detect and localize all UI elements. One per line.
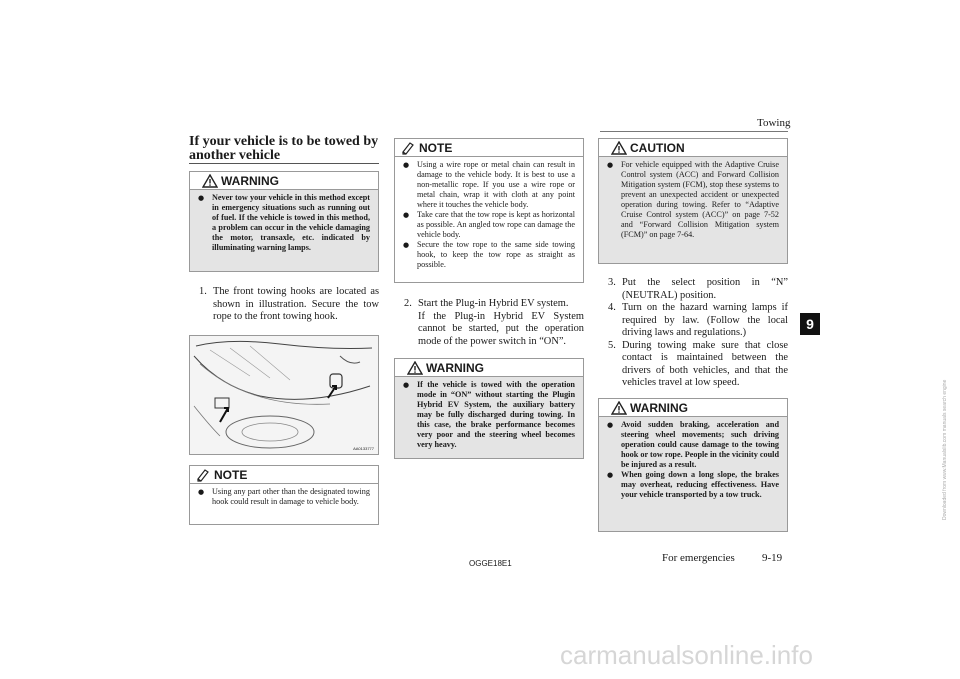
bullet-icon: ● <box>607 161 614 169</box>
header-title: Towing <box>757 117 791 129</box>
bullet-icon: ● <box>403 211 410 219</box>
note-box-1 <box>189 465 379 525</box>
caution-box <box>598 138 788 264</box>
warning-label: WARNING <box>426 360 484 375</box>
list-item: ● Using any part other than the designated towing hook could result in damage to vehicle body. <box>198 487 370 506</box>
list-item: ● Avoid sudden braking, acceleration and steering wheel movements; such driving operation could cause damage to the towing hook or tow rope. People in the vicinity could be injured as a result. <box>607 420 779 469</box>
bullet-icon: ● <box>198 488 205 496</box>
warning-box-3 <box>598 398 788 532</box>
caution-label: CAUTION <box>630 140 685 155</box>
footer-section: For emergencies <box>662 552 735 564</box>
list-item: ● When going down a long slope, the brakes may overheat, reducing effectiveness. Have your vehicle transported by a tow truck. <box>607 470 779 499</box>
step-1: 1. The front towing hooks are located as shown in illustration. Secure the tow rope to the front towing hook. <box>199 286 379 322</box>
warning-label: WARNING <box>630 400 688 415</box>
footer-page-number: 9-19 <box>762 552 783 564</box>
warning-triangle-icon <box>407 361 423 375</box>
step-3: 3. Put the select position in “N” (NEUTRAL) position. <box>608 277 788 301</box>
footer-code: OGGE18E1 <box>469 559 512 568</box>
vehicle-underbody-drawing <box>190 336 378 454</box>
watermark-text: carmanualsonline.info <box>560 640 813 670</box>
arrow-left <box>220 408 228 422</box>
bullet-icon: ● <box>403 161 410 169</box>
pencil-note-icon <box>401 141 415 155</box>
warning-triangle-icon <box>611 401 627 415</box>
warning-label: WARNING <box>221 173 279 188</box>
note-header <box>190 466 378 484</box>
side-download-mark: Downloaded from www.Manualslib.com manuals search engine <box>942 379 948 520</box>
list-item: ● For vehicle equipped with the Adaptive Cruise Control system (ACC) and Forward Collision Mitigation system (FCM), stop these systems to prevent an unexpected accident or unexpected operation during towing. Refer to “Adaptive Cruise Control system (ACC)” on page 7-52 and “Forward Collision Mitigation system (FCM)” on page 7-64. <box>607 160 779 239</box>
section-title-rule <box>189 163 379 164</box>
warning-header <box>395 359 583 377</box>
pencil-note-icon <box>196 468 210 482</box>
warning-box-1 <box>189 171 379 272</box>
warning-header <box>599 399 787 417</box>
section-title: If your vehicle is to be towed by another vehicle <box>189 134 379 163</box>
steps-3-5 <box>608 277 788 390</box>
warning-triangle-icon <box>202 174 218 188</box>
bullet-icon: ● <box>198 194 205 202</box>
header-rule <box>600 131 788 132</box>
bullet-icon: ● <box>403 241 410 249</box>
note-box-2 <box>394 138 584 283</box>
bullet-icon: ● <box>607 471 614 479</box>
step-5: 5. During towing make sure that close contact is maintained between the drivers of both vehicles, and that the vehicles travel at low speed. <box>608 339 788 388</box>
chapter-tab[interactable]: 9 <box>800 313 820 335</box>
list-item: ● Take care that the tow rope is kept as horizontal as possible. An angled tow rope can damage the vehicle body. <box>403 210 575 239</box>
note-label: NOTE <box>214 467 248 482</box>
list-item: ● If the vehicle is towed with the operation mode in “ON” without starting the Plugin Hybrid EV System, the auxiliary battery may be fully discharged during towing. In this case, the brake performance becomes very poor and the steering wheel becomes very heavy. <box>403 380 575 449</box>
caution-triangle-icon <box>611 141 627 155</box>
step-4: 4. Turn on the hazard warning lamps if required by law. (Follow the local driving laws and regulations.) <box>608 302 788 338</box>
towing-hook-illustration <box>189 335 379 455</box>
warning-header <box>190 172 378 190</box>
list-item: ● Using a wire rope or metal chain can result in damage to the vehicle body. It is best to use a non-metallic rope. If you use a wire rope or metal chain, wrap it with cloth at any point where it touches the vehicle body. <box>403 160 575 209</box>
step-2: 2. Start the Plug-in Hybrid EV system. If the Plug-in Hybrid EV System cannot be started, put the operation mode of the power switch in “ON”. <box>404 298 584 347</box>
caution-header <box>599 139 787 157</box>
bullet-icon: ● <box>403 381 410 389</box>
list-item: ● Secure the tow rope to the same side towing hook, to keep the tow rope as straight as possible. <box>403 240 575 269</box>
note-label: NOTE <box>419 140 453 155</box>
illustration-code: AA0133777 <box>353 446 374 451</box>
note-header <box>395 139 583 157</box>
bullet-icon: ● <box>607 421 614 429</box>
warning-box-2 <box>394 358 584 459</box>
list-item: ● Never tow your vehicle in this method except in emergency situations such as running out of fuel. If the vehicle is towed in this method, a problem can occur in the vehicle damaging the motor, transaxle, etc. indicated by illuminating warning lamps. <box>198 193 370 252</box>
